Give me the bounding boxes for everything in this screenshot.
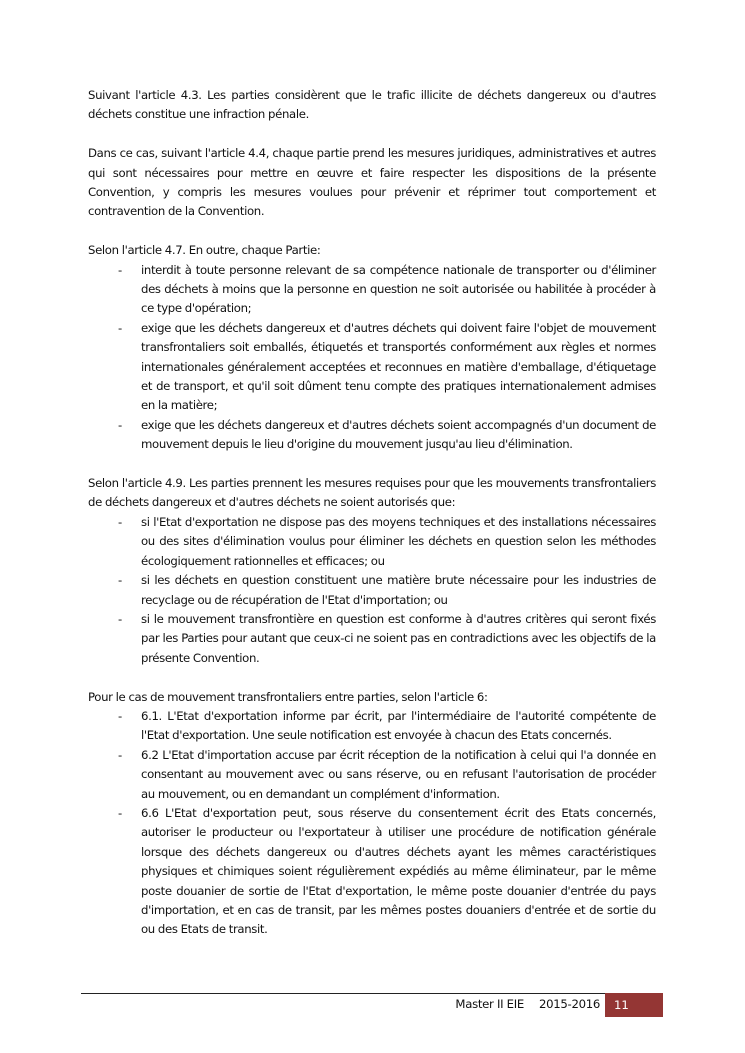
list-item-text: exige que les déchets dangereux et d'autres déchets soient accompagnés d'un document de mouvement depuis le lieu d'origine du mouvement jusqu'au lieu d'élimination. — [141, 417, 656, 452]
list-item-text: si l'Etat d'exportation ne dispose pas des moyens techniques et des installations nécessaires ou des sites d'élimination voulus pour éliminer les déchets en question selon les méthodes écologiquement rationnelles et efficaces; ou — [141, 514, 656, 568]
list-item-text: si le mouvement transfrontière en question est conforme à d'autres critères qui seront fixés par les Parties pour autant que ceux-ci ne soient pas en contradictions avec les objectifs de la présente Convention. — [141, 611, 656, 665]
list-item — [88, 571, 656, 610]
list-article-4-7 — [88, 261, 656, 455]
dash-bullet: - — [118, 611, 122, 626]
paragraph-article-4-3: Suivant l'article 4.3. Les parties considèrent que le trafic illicite de déchets dangereux ou d'autres déchets constitue une infraction pénale. — [88, 88, 656, 122]
list-item — [88, 513, 656, 571]
list-article-4-9 — [88, 513, 656, 668]
list-item — [88, 416, 656, 455]
document-body — [88, 86, 656, 940]
paragraph-article-4-9: Selon l'article 4.9. Les parties prennent les mesures requises pour que les mouvements transfrontaliers de déchets dangereux et d'autres déchets ne soient autorisés que: — [88, 476, 656, 510]
dash-bullet: - — [118, 747, 122, 762]
list-item — [88, 804, 656, 940]
paragraph-article-6: Pour le cas de mouvement transfrontaliers entre parties, selon l'article 6: — [88, 689, 488, 704]
page-number-badge — [605, 993, 663, 1017]
list-item — [88, 610, 656, 668]
list-item — [88, 319, 656, 416]
paragraph-article-4-7: Selon l'article 4.7. En outre, chaque Partie: — [88, 243, 321, 258]
dash-bullet: - — [118, 262, 122, 277]
list-item-text: interdit à toute personne relevant de sa compétence nationale de transporter ou d'éliminer des déchets à moins que la personne en question ne soit autorisée ou habilitée à procéder à ce type d'opération; — [141, 262, 656, 316]
list-item — [88, 707, 656, 746]
list-item-text: 6.6 L'Etat d'exportation peut, sous réserve du consentement écrit des Etats concernés, autoriser le producteur ou l'exportateur à utiliser une procédure de notification générale lorsque des déchets dangereux ou d'autres déchets ayant les mêmes caractéristiques physiques et chimiques soient régulièrement expédiés au même éliminateur, par le même poste douanier de sortie de l'Etat d'exportation, le même poste douanier d'entrée du pays d'importation, et en cas de transit, par les mêmes postes douaniers d'entrée et de sortie du ou des Etats de transit. — [141, 805, 656, 937]
dash-bullet: - — [118, 514, 122, 529]
paragraph-article-4-4: Dans ce cas, suivant l'article 4.4, chaque partie prend les mesures juridiques, administratives et autres qui sont nécessaires pour mettre en œuvre et faire respecter les dispositions de la présente Convention, y compris les mesures voulues pour prévenir et réprimer tout comportement et contravention de la Convention. — [88, 146, 656, 219]
dash-bullet: - — [118, 320, 122, 335]
dash-bullet: - — [118, 708, 122, 723]
list-item — [88, 746, 656, 804]
dash-bullet: - — [118, 573, 122, 588]
list-item — [88, 261, 656, 319]
list-article-6 — [88, 707, 656, 940]
footer-divider — [81, 993, 606, 994]
list-item-text: 6.2 L'Etat d'importation accuse par écrit réception de la notification à celui qui l'a donnée en consentant au mouvement avec ou sans réserve, ou en refusant l'autorisation de procéder au mouvement, ou en demandant un complément d'information. — [141, 747, 656, 801]
dash-bullet: - — [118, 417, 122, 432]
list-item-text: si les déchets en question constituent une matière brute nécessaire pour les industries de recyclage ou de récupération de l'Etat d'importation; ou — [141, 573, 656, 607]
footer-info — [455, 997, 600, 1011]
list-item-text: exige que les déchets dangereux et d'autres déchets qui doivent faire l'objet de mouvement transfrontaliers soit emballés, étiquetés et transportés conformément aux règles et normes internationales généralement acceptées et reconnues en matière d'emballage, d'étiquetage et de transport, et qu'il soit dûment tenu compte des pratiques internationalement admises en la matière; — [141, 320, 656, 413]
footer-course: Master II EIE — [455, 997, 524, 1011]
page-number: 11 — [614, 998, 629, 1012]
footer-year: 2015-2016 — [538, 997, 600, 1011]
dash-bullet: - — [118, 805, 122, 820]
list-item-text: 6.1. L'Etat d'exportation informe par écrit, par l'intermédiaire de l'autorité compétente de l'Etat d'exportation. Une seule notification est envoyée à chacun des Etats concernés. — [141, 708, 656, 743]
